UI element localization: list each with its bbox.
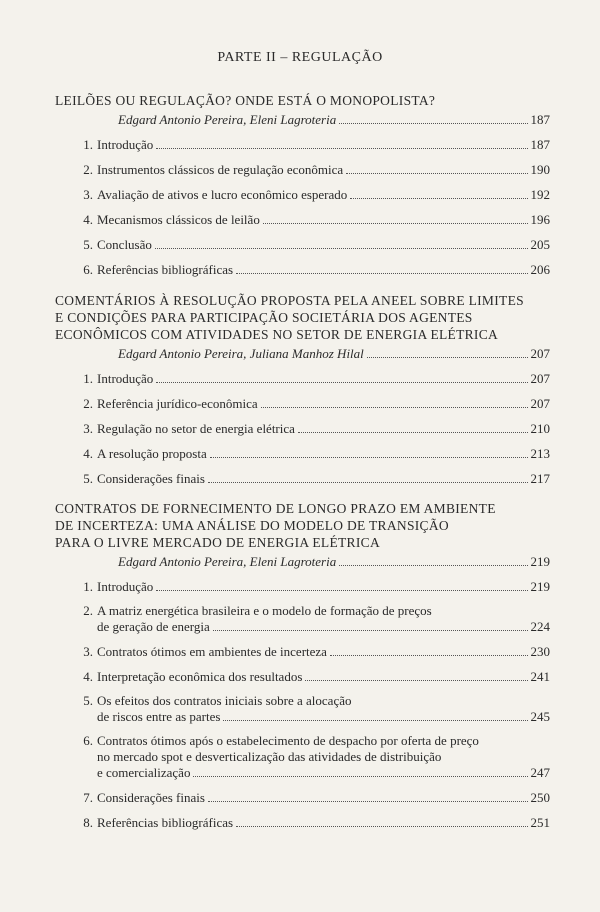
page-number: 190 <box>530 162 550 177</box>
page-number: 210 <box>530 421 550 436</box>
entry-label: Referências bibliográficas <box>97 262 234 277</box>
toc-entry <box>55 669 550 685</box>
entry-label-line: Os efeitos dos contratos iniciais sobre a alocação <box>97 693 352 708</box>
page-number: 224 <box>530 619 550 634</box>
entry-label: Contratos ótimos em ambientes de incerteza <box>97 644 327 659</box>
entry-label: Regulação no setor de energia elétrica <box>97 421 295 436</box>
entry-number: 5. <box>83 237 93 252</box>
section-title-line: PARA O LIVRE MERCADO DE ENERGIA ELÉTRICA <box>55 535 381 550</box>
entry-number: 1. <box>83 137 93 152</box>
entry-number: 2. <box>83 396 93 411</box>
toc-entry <box>55 693 550 725</box>
dot-leader <box>298 432 528 433</box>
toc-entry <box>55 644 550 660</box>
section-title-line: CONTRATOS DE FORNECIMENTO DE LONGO PRAZO EM AMBIENTE <box>55 501 496 516</box>
entry-label-line: de geração de energia <box>97 619 210 634</box>
toc-entry <box>55 421 550 437</box>
entry-number: 8. <box>83 815 93 830</box>
dot-leader <box>305 680 527 681</box>
entry-number: 3. <box>83 421 93 436</box>
toc-section-3 <box>55 500 550 831</box>
entry-label-line: Contratos ótimos após o estabelecimento de despacho por oferta de preço <box>97 733 479 748</box>
page-number: 245 <box>530 709 550 724</box>
toc-entry <box>55 371 550 387</box>
entry-number: 6. <box>83 733 93 748</box>
dot-leader <box>330 655 528 656</box>
page-number: 250 <box>530 790 550 805</box>
entry-label: Mecanismos clássicos de leilão <box>97 212 260 227</box>
entry-number: 4. <box>83 212 93 227</box>
section-title <box>55 92 550 109</box>
page-number: 207 <box>530 346 550 361</box>
entry-number: 2. <box>83 162 93 177</box>
entry-label: Introdução <box>97 137 154 152</box>
toc-entry <box>55 579 550 595</box>
toc-entry <box>55 396 550 412</box>
page-number: 251 <box>530 815 550 830</box>
dot-leader <box>339 123 527 124</box>
entry-number: 3. <box>83 187 93 202</box>
page-number: 192 <box>530 187 550 202</box>
entry-label: Conclusão <box>97 237 152 252</box>
entry-label: Referência jurídico-econômica <box>97 396 258 411</box>
toc-section-1 <box>55 92 550 278</box>
entry-label: Referências bibliográficas <box>97 815 234 830</box>
entry-number: 4. <box>83 669 93 684</box>
dot-leader <box>261 407 528 408</box>
entry-label: Considerações finais <box>97 471 205 486</box>
entry-label: Interpretação econômica dos resultados <box>97 669 303 684</box>
toc-entry <box>55 446 550 462</box>
dot-leader <box>367 357 528 358</box>
dot-leader <box>346 173 527 174</box>
toc-entry <box>55 471 550 487</box>
page-number: 206 <box>530 262 550 277</box>
entry-number: 6. <box>83 262 93 277</box>
dot-leader <box>156 590 527 591</box>
toc-entry <box>55 212 550 228</box>
toc-section-2 <box>55 292 550 487</box>
dot-leader <box>193 776 527 777</box>
toc-entry <box>55 137 550 153</box>
section-title-line: COMENTÁRIOS À RESOLUÇÃO PROPOSTA PELA ANEEL SOBRE LIMITES <box>55 293 524 308</box>
toc-entry <box>55 262 550 278</box>
entry-number: 2. <box>83 603 93 618</box>
page-number: 219 <box>530 554 550 569</box>
section-title-line: DE INCERTEZA: UMA ANÁLISE DO MODELO DE TRANSIÇÃO <box>55 518 449 533</box>
authors-row <box>55 554 550 570</box>
toc-entry <box>55 162 550 178</box>
entry-number: 3. <box>83 644 93 659</box>
toc-entry <box>55 603 550 635</box>
section-title <box>55 292 550 343</box>
entry-number: 4. <box>83 446 93 461</box>
entry-label-line: e comercialização <box>97 765 191 780</box>
dot-leader <box>213 630 528 631</box>
page-number: 187 <box>530 112 550 127</box>
page-number: 207 <box>530 371 550 386</box>
entry-label: A resolução proposta <box>97 446 207 461</box>
dot-leader <box>156 382 527 383</box>
page-number: 205 <box>530 237 550 252</box>
dot-leader <box>350 198 527 199</box>
toc-entry <box>55 733 550 781</box>
section-title-line: LEILÕES OU REGULAÇÃO? ONDE ESTÁ O MONOPOLISTA? <box>55 93 436 108</box>
entry-label: Introdução <box>97 371 154 386</box>
entry-label: Introdução <box>97 579 154 594</box>
dot-leader <box>210 457 528 458</box>
entry-number: 7. <box>83 790 93 805</box>
entry-number: 5. <box>83 471 93 486</box>
page-number: 241 <box>530 669 550 684</box>
page-number: 196 <box>530 212 550 227</box>
page-number: 230 <box>530 644 550 659</box>
entry-label-line: A matriz energética brasileira e o modelo de formação de preços <box>97 603 432 618</box>
entry-label: Instrumentos clássicos de regulação econômica <box>97 162 344 177</box>
entry-label-line: de riscos entre as partes <box>97 709 221 724</box>
authors: Edgard Antonio Pereira, Eleni Lagroteria <box>118 112 337 127</box>
part-title: PARTE II – REGULAÇÃO <box>217 50 383 65</box>
page-number: 187 <box>530 137 550 152</box>
page-number: 219 <box>530 579 550 594</box>
dot-leader <box>156 148 527 149</box>
authors-row <box>55 346 550 362</box>
authors-row <box>55 112 550 128</box>
toc-entry <box>55 237 550 253</box>
section-title-line: ECONÔMICOS COM ATIVIDADES NO SETOR DE ENERGIA ELÉTRICA <box>55 327 499 342</box>
dot-leader <box>263 223 528 224</box>
section-title-line: E CONDIÇÕES PARA PARTICIPAÇÃO SOCIETÁRIA DOS AGENTES <box>55 310 473 325</box>
dot-leader <box>155 248 528 249</box>
section-title <box>55 500 550 551</box>
entry-number: 5. <box>83 693 93 708</box>
toc-entry <box>55 790 550 806</box>
authors: Edgard Antonio Pereira, Juliana Manhoz Hilal <box>118 346 364 361</box>
entry-label: Considerações finais <box>97 790 205 805</box>
dot-leader <box>223 720 527 721</box>
dot-leader <box>236 826 527 827</box>
dot-leader <box>208 801 528 802</box>
authors: Edgard Antonio Pereira, Eleni Lagroteria <box>118 554 337 569</box>
dot-leader <box>208 482 528 483</box>
entry-number: 1. <box>83 579 93 594</box>
dot-leader <box>339 565 527 566</box>
page-number: 247 <box>530 765 550 780</box>
entry-label: Avaliação de ativos e lucro econômico esperado <box>97 187 348 202</box>
entry-number: 1. <box>83 371 93 386</box>
toc-entry <box>55 815 550 831</box>
entry-label-line: no mercado spot e desverticalização das atividades de distribuição <box>97 749 442 764</box>
toc-entry <box>55 187 550 203</box>
page-number: 217 <box>530 471 550 486</box>
page-number: 213 <box>530 446 550 461</box>
page-number: 207 <box>530 396 550 411</box>
dot-leader <box>236 273 527 274</box>
